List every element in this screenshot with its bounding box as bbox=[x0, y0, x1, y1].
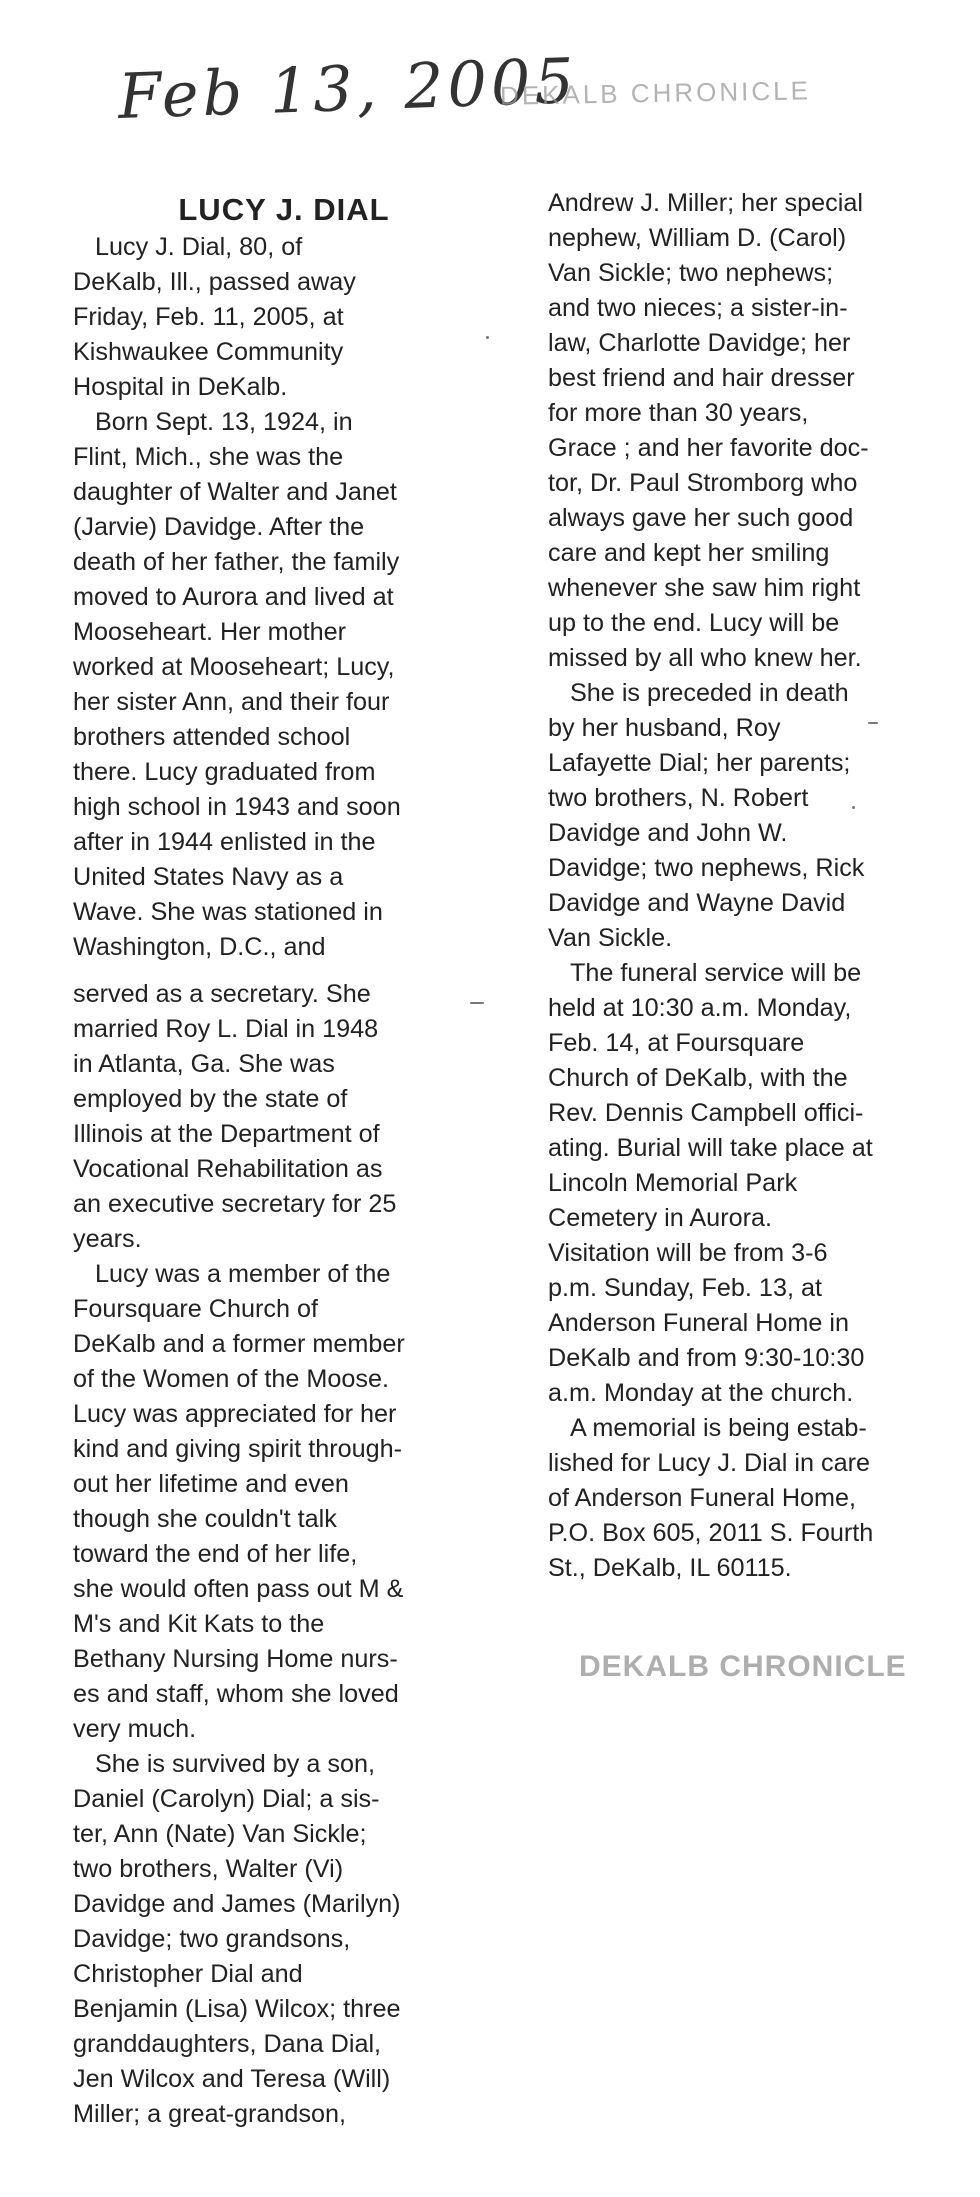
faded-header-stamp: DEKALB CHRONICLE bbox=[499, 75, 812, 111]
article-line: employed by the state of bbox=[73, 1085, 348, 1113]
scan-speck bbox=[470, 1002, 484, 1004]
article-line: Davidge; two nephews, Rick bbox=[548, 854, 865, 882]
article-line: care and kept her smiling bbox=[548, 539, 830, 567]
article-line: Wave. She was stationed in bbox=[73, 898, 383, 926]
article-line: Flint, Mich., she was the bbox=[73, 443, 344, 471]
handwritten-date: Feb 13, 2005 bbox=[116, 43, 579, 134]
article-line: Lucy was appreciated for her bbox=[73, 1400, 397, 1428]
article-line: best friend and hair dresser bbox=[548, 364, 855, 392]
article-line: after in 1944 enlisted in the bbox=[73, 828, 376, 856]
article-line: Church of DeKalb, with the bbox=[548, 1064, 848, 1092]
article-line: worked at Mooseheart; Lucy, bbox=[73, 653, 395, 681]
article-line: Mooseheart. Her mother bbox=[73, 618, 346, 646]
article-line: Lucy was a member of the bbox=[95, 1260, 391, 1288]
article-line: Kishwaukee Community bbox=[73, 338, 344, 366]
scan-speck bbox=[868, 722, 878, 724]
article-line: her sister Ann, and their four bbox=[73, 688, 390, 716]
article-line: there. Lucy graduated from bbox=[73, 758, 376, 786]
article-line: two brothers, Walter (Vi) bbox=[73, 1855, 344, 1883]
article-line: Grace ; and her favorite doc- bbox=[548, 434, 869, 462]
article-line: Rev. Dennis Campbell offici- bbox=[548, 1099, 864, 1127]
article-line: She is survived by a son, bbox=[95, 1750, 376, 1778]
article-line: DeKalb, Ill., passed away bbox=[73, 268, 356, 296]
scan-speck bbox=[852, 806, 855, 809]
article-line: Davidge and John W. bbox=[548, 819, 788, 847]
left-column-lines bbox=[73, 230, 493, 2132]
article-line: by her husband, Roy bbox=[548, 714, 781, 742]
article-line: whenever she saw him right bbox=[548, 574, 861, 602]
article-line: tor, Dr. Paul Stromborg who bbox=[548, 469, 858, 497]
article-line: served as a secretary. She bbox=[73, 980, 371, 1008]
article-line: up to the end. Lucy will be bbox=[548, 609, 840, 637]
article-line: Andrew J. Miller; her special bbox=[548, 189, 863, 217]
article-line: Davidge and James (Marilyn) bbox=[73, 1890, 401, 1918]
article-line: always gave her such good bbox=[548, 504, 854, 532]
article-line: a.m. Monday at the church. bbox=[548, 1379, 854, 1407]
article-line: daughter of Walter and Janet bbox=[73, 478, 397, 506]
article-line: kind and giving spirit through- bbox=[73, 1435, 403, 1463]
article-line: She is preceded in death bbox=[570, 679, 849, 707]
article-line: an executive secretary for 25 bbox=[73, 1190, 397, 1218]
article-line: high school in 1943 and soon bbox=[73, 793, 401, 821]
article-line: St., DeKalb, IL 60115. bbox=[548, 1554, 792, 1582]
article-line: missed by all who knew her. bbox=[548, 644, 862, 672]
article-line: law, Charlotte Davidge; her bbox=[548, 329, 851, 357]
article-line: Friday, Feb. 11, 2005, at bbox=[73, 303, 344, 331]
article-line: Davidge; two grandsons, bbox=[73, 1925, 351, 1953]
article-line: she would often pass out M & bbox=[73, 1575, 404, 1603]
obituary-left-column bbox=[73, 190, 493, 2132]
article-line: nephew, William D. (Carol) bbox=[548, 224, 847, 252]
article-line: The funeral service will be bbox=[570, 959, 862, 987]
article-line: M's and Kit Kats to the bbox=[73, 1610, 325, 1638]
article-line: Vocational Rehabilitation as bbox=[73, 1155, 383, 1183]
article-line: and two nieces; a sister-in- bbox=[548, 294, 848, 322]
article-line: es and staff, whom she loved bbox=[73, 1680, 399, 1708]
article-line: Benjamin (Lisa) Wilcox; three bbox=[73, 1995, 401, 2023]
article-line: toward the end of her life, bbox=[73, 1540, 358, 1568]
article-line: Lincoln Memorial Park bbox=[548, 1169, 798, 1197]
article-line: United States Navy as a bbox=[73, 863, 344, 891]
article-line: Visitation will be from 3-6 bbox=[548, 1239, 828, 1267]
article-line: Feb. 14, at Foursquare bbox=[548, 1029, 805, 1057]
article-line: married Roy L. Dial in 1948 bbox=[73, 1015, 379, 1043]
article-line: Christopher Dial and bbox=[73, 1960, 303, 1988]
article-line: two brothers, N. Robert bbox=[548, 784, 809, 812]
obituary-title: LUCY J. DIAL bbox=[178, 192, 390, 227]
article-line: Washington, D.C., and bbox=[73, 933, 326, 961]
article-line: Van Sickle; two nephews; bbox=[548, 259, 834, 287]
obituary-right-column bbox=[548, 186, 948, 1586]
article-line: ating. Burial will take place at bbox=[548, 1134, 873, 1162]
article-line: brothers attended school bbox=[73, 723, 351, 751]
article-line: ter, Ann (Nate) Van Sickle; bbox=[73, 1820, 367, 1848]
newspaper-source-stamp: DEKALB CHRONICLE bbox=[579, 1650, 907, 1683]
article-line: held at 10:30 a.m. Monday, bbox=[548, 994, 852, 1022]
article-line: Lucy J. Dial, 80, of bbox=[95, 233, 303, 261]
article-line: p.m. Sunday, Feb. 13, at bbox=[548, 1274, 822, 1302]
article-line: DeKalb and from 9:30-10:30 bbox=[548, 1344, 865, 1372]
article-line: Cemetery in Aurora. bbox=[548, 1204, 772, 1232]
article-line: lished for Lucy J. Dial in care bbox=[548, 1449, 870, 1477]
right-column-lines bbox=[548, 186, 948, 1586]
article-line: moved to Aurora and lived at bbox=[73, 583, 394, 611]
article-line: Daniel (Carolyn) Dial; a sis- bbox=[73, 1785, 380, 1813]
article-line: P.O. Box 605, 2011 S. Fourth bbox=[548, 1519, 874, 1547]
article-line: A memorial is being estab- bbox=[570, 1414, 867, 1442]
article-line: Davidge and Wayne David bbox=[548, 889, 846, 917]
article-line: of the Women of the Moose. bbox=[73, 1365, 389, 1393]
article-line: Foursquare Church of bbox=[73, 1295, 319, 1323]
article-line: Born Sept. 13, 1924, in bbox=[95, 408, 353, 436]
article-line: years. bbox=[73, 1225, 142, 1253]
article-line: Miller; a great-grandson, bbox=[73, 2100, 346, 2128]
column-gap bbox=[73, 965, 493, 977]
article-line: Hospital in DeKalb. bbox=[73, 373, 288, 401]
article-line: for more than 30 years, bbox=[548, 399, 809, 427]
article-line: Bethany Nursing Home nurs- bbox=[73, 1645, 398, 1673]
article-line: Anderson Funeral Home in bbox=[548, 1309, 850, 1337]
article-line: Lafayette Dial; her parents; bbox=[548, 749, 851, 777]
article-line: of Anderson Funeral Home, bbox=[548, 1484, 857, 1512]
article-line: Van Sickle. bbox=[548, 924, 673, 952]
scan-speck bbox=[486, 336, 489, 339]
article-line: though she couldn't talk bbox=[73, 1505, 337, 1533]
article-line: very much. bbox=[73, 1715, 197, 1743]
article-line: out her lifetime and even bbox=[73, 1470, 349, 1498]
article-line: (Jarvie) Davidge. After the bbox=[73, 513, 365, 541]
article-line: in Atlanta, Ga. She was bbox=[73, 1050, 335, 1078]
article-line: DeKalb and a former member bbox=[73, 1330, 405, 1358]
article-line: death of her father, the family bbox=[73, 548, 400, 576]
article-line: Jen Wilcox and Teresa (Will) bbox=[73, 2065, 391, 2093]
article-line: granddaughters, Dana Dial, bbox=[73, 2030, 382, 2058]
article-line: Illinois at the Department of bbox=[73, 1120, 380, 1148]
